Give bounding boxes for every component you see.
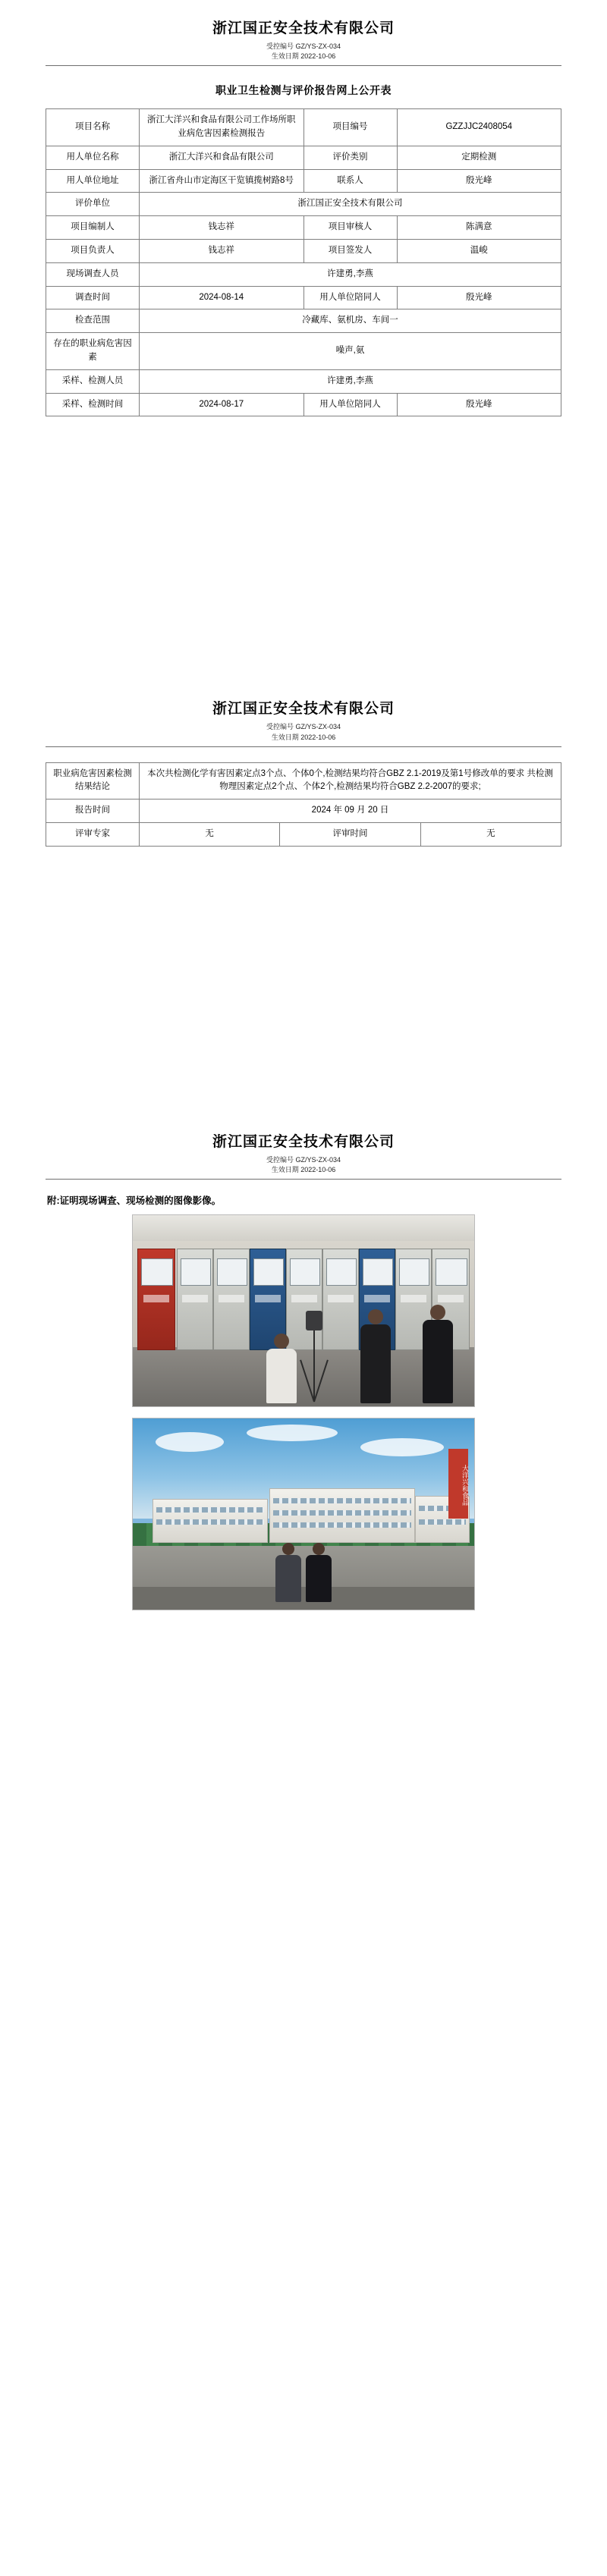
page-1 [0,0,607,416]
row-value: 温峻 [397,239,561,262]
row-label: 项目编制人 [46,216,140,240]
cloud [156,1432,224,1452]
page-2 [0,644,607,846]
effective-date: 生效日期 2022-10-06 [271,733,336,741]
row-value: 浙江大洋兴和食品有限公司工作场所职业病危害因素检测报告 [140,109,304,146]
page-bottom-margin [0,1610,607,1679]
row-label: 用人单位陪同人 [304,286,397,309]
tripod [313,1329,315,1402]
factory-building [153,1499,268,1543]
company-banner: 大洋兴和食品 [448,1449,468,1519]
public-disclosure-table [46,108,561,416]
row-label: 项目编号 [304,109,397,146]
control-cabinet [322,1249,359,1350]
table-row [46,262,561,286]
row-value: GZZJJC2408054 [397,109,561,146]
header-divider [46,65,561,66]
row-value: 本次共检测化学有害因素定点3个点、个体0个,检测结果均符合GBZ 2.1-2019及第1号修改单的要求 共检测物理因素定点2个点、个体2个,检测结果均符合GBZ 2.2-2007的要求; [140,762,561,800]
row-value: 无 [420,823,561,847]
row-label: 评价类别 [304,146,397,169]
table-row [46,393,561,416]
cloud [247,1425,338,1441]
effective-date: 生效日期 2022-10-06 [271,1165,336,1173]
controlled-number: 受控编号 GZ/YS-ZX-034 [266,723,341,731]
document-header [46,697,561,746]
control-cabinet [177,1249,213,1350]
ceiling [133,1215,474,1244]
row-value: 浙江国正安全技术有限公司 [140,193,561,216]
row-label: 调查时间 [46,286,140,309]
cloud [360,1438,444,1456]
row-label: 评审专家 [46,823,140,847]
photo-gallery [46,1214,561,1610]
company-name: 浙江国正安全技术有限公司 [212,701,395,718]
site-inspection-photo-outdoor [132,1418,475,1610]
row-label: 现场调查人员 [46,262,140,286]
page-break-1 [0,416,607,644]
control-cabinet [213,1249,250,1350]
table-row [46,193,561,216]
table-row [46,333,561,370]
table-row [46,216,561,240]
company-name: 浙江国正安全技术有限公司 [212,20,395,36]
row-value: 2024 年 09 月 20 日 [140,800,561,823]
row-label: 存在的职业病危害因素 [46,333,140,370]
document-header [46,1130,561,1180]
row-label: 评价单位 [46,193,140,216]
row-value: 许建勇,李燕 [140,369,561,393]
table-row [46,169,561,193]
row-label: 用人单位陪同人 [304,393,397,416]
person-worker [423,1305,453,1403]
row-value: 钱志祥 [140,216,304,240]
row-label: 评审时间 [280,823,420,847]
row-value: 殷光峰 [397,286,561,309]
page-break-2 [0,847,607,1074]
person-technician [266,1334,297,1403]
table-row [46,800,561,823]
row-value: 2024-08-14 [140,286,304,309]
row-label: 项目负责人 [46,239,140,262]
row-label: 用人单位地址 [46,169,140,193]
person-inspector [275,1543,301,1602]
table-row [46,109,561,146]
control-cabinet [137,1249,175,1350]
header-divider [46,746,561,747]
row-label: 采样、检测时间 [46,393,140,416]
row-value: 冷藏库、氨机房、车间一 [140,309,561,333]
table-row [46,309,561,333]
row-value: 浙江省舟山市定海区干览镇揽树路8号 [140,169,304,193]
row-value: 浙江大洋兴和食品有限公司 [140,146,304,169]
row-value: 无 [140,823,280,847]
row-label: 联系人 [304,169,397,193]
row-value: 殷光峰 [397,169,561,193]
row-value: 噪声,氨 [140,333,561,370]
row-label: 职业病危害因素检测结果结论 [46,762,140,800]
row-value: 许建勇,李燕 [140,262,561,286]
page-3 [0,1074,607,1610]
row-value: 陈满意 [397,216,561,240]
row-label: 项目审核人 [304,216,397,240]
row-value: 殷光峰 [397,393,561,416]
document-header [46,17,561,66]
table-row [46,239,561,262]
row-label: 采样、检测人员 [46,369,140,393]
header-divider [46,1179,561,1180]
table-row [46,146,561,169]
row-label: 用人单位名称 [46,146,140,169]
controlled-number: 受控编号 GZ/YS-ZX-034 [266,1155,341,1164]
page-title: 职业卫生检测与评价报告网上公开表 [215,84,392,97]
row-value: 定期检测 [397,146,561,169]
person-inspector [306,1543,332,1602]
row-value: 2024-08-17 [140,393,304,416]
factory-building [269,1488,415,1543]
effective-date: 生效日期 2022-10-06 [271,52,336,61]
controlled-number: 受控编号 GZ/YS-ZX-034 [266,42,341,50]
row-label: 项目名称 [46,109,140,146]
detector-instrument [306,1311,322,1330]
attachment-note: 附:证明现场调查、现场检测的图像影像。 [47,1195,222,1206]
row-label: 报告时间 [46,800,140,823]
pavement [133,1587,474,1610]
row-value: 钱志祥 [140,239,304,262]
conclusion-table [46,762,561,847]
company-name: 浙江国正安全技术有限公司 [212,1133,395,1150]
site-inspection-photo-indoor [132,1214,475,1407]
table-row [46,823,561,847]
person-worker [360,1309,391,1403]
table-row [46,762,561,800]
table-row [46,286,561,309]
row-label: 检查范围 [46,309,140,333]
table-row [46,369,561,393]
row-label: 项目签发人 [304,239,397,262]
